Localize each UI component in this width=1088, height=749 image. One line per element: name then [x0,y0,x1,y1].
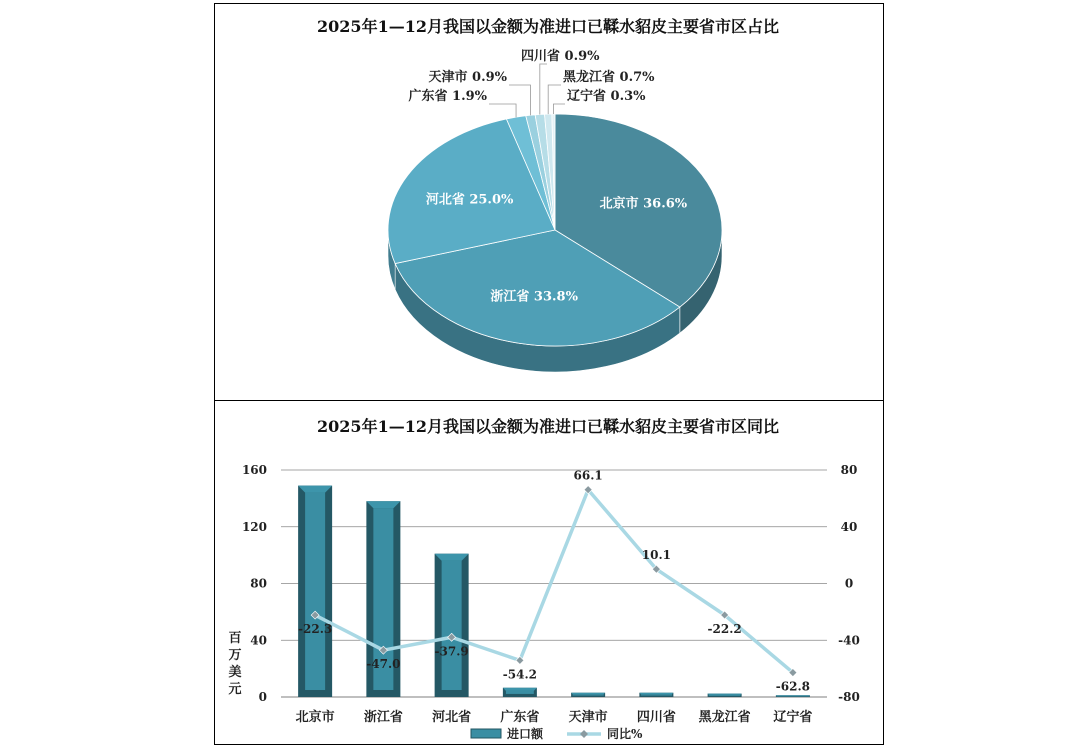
bar-3 [503,688,537,697]
category-label-2: 河北省 [432,710,472,725]
combo-chart [215,402,882,746]
y-tick-right-4: 80 [840,463,858,477]
bar-4 [571,693,605,697]
yoy-label-6: -22.2 [707,621,742,636]
yoy-label-0: -22.3 [298,622,333,637]
y-label-char-2: 美 [228,665,242,680]
pie-label-7: 辽宁省 0.3% [567,89,646,104]
yoy-label-1: -47.0 [366,657,401,672]
category-label-7: 辽宁省 [773,710,813,725]
pie-leader-6 [548,85,561,114]
y-label-char-1: 万 [228,648,242,663]
chart-frame [214,3,884,745]
pie-top [388,114,722,346]
yoy-label-7: -62.8 [775,679,810,694]
y-axis-label [228,630,241,697]
y-tick-left-3: 120 [241,519,267,534]
category-label-0: 北京市 [295,710,335,725]
pie-leader-7 [553,104,565,114]
yoy-label-5: 10.1 [641,548,671,563]
y-tick-left-4: 160 [241,463,267,477]
combo-title: 2025年1—12月我国以金额为准进口已鞣水貂皮主要省市区同比 [317,417,779,436]
y-tick-left-0: 0 [258,690,267,704]
svg-text:进口额: 进口额 [507,727,544,741]
y-label-char-3: 元 [228,682,242,697]
y-tick-right-2: 0 [844,576,854,591]
pie-label-0: 北京市 36.6% [599,196,688,212]
y-label-char-0: 百 [228,631,242,646]
legend-item-line [567,727,643,741]
panel-divider [215,400,883,401]
category-label-6: 黑龙江省 [698,710,751,725]
pie-label-5: 四川省 0.9% [521,49,600,64]
bar-0 [298,486,332,697]
category-label-4: 天津市 [568,710,608,725]
gridlines [281,470,827,697]
bar-7 [776,695,810,697]
pie-label-1: 浙江省 33.8% [490,289,578,305]
pie-leader-5 [540,64,547,114]
legend-item-bar [471,726,544,741]
yoy-label-4: 66.1 [573,468,603,483]
category-label-3: 广东省 [500,710,540,725]
bar-2 [435,554,469,697]
legend [471,726,643,741]
yoy-label-2: -37.9 [434,644,469,659]
pie-label-2: 河北省 25.0% [425,192,514,208]
y-tick-right-0: -80 [838,690,860,704]
y-axis-left-ticks [242,463,267,704]
yoy-label-3: -54.2 [502,667,537,682]
category-label-5: 四川省 [636,710,676,725]
pie-title: 2025年1—12月我国以金额为准进口已鞣水貂皮主要省市区占比 [317,17,779,36]
y-tick-right-3: 40 [840,519,858,534]
pie-label-3: 广东省 1.9% [408,89,487,104]
category-label-1: 浙江省 [363,710,403,725]
pie-leader-4 [509,85,530,115]
bar-5 [639,693,673,697]
y-axis-right-ticks [838,463,860,704]
y-tick-left-1: 40 [250,633,267,648]
pie-label-4: 天津市 0.9% [428,70,507,85]
category-labels [296,709,813,725]
bar-6 [708,694,742,697]
pie-leader-3 [489,104,516,117]
pie-chart [215,4,882,398]
y-tick-left-2: 80 [250,576,267,591]
svg-text:同比%: 同比% [607,727,643,741]
y-tick-right-1: -40 [838,633,860,648]
pie-label-6: 黑龙江省 0.7% [563,70,655,85]
